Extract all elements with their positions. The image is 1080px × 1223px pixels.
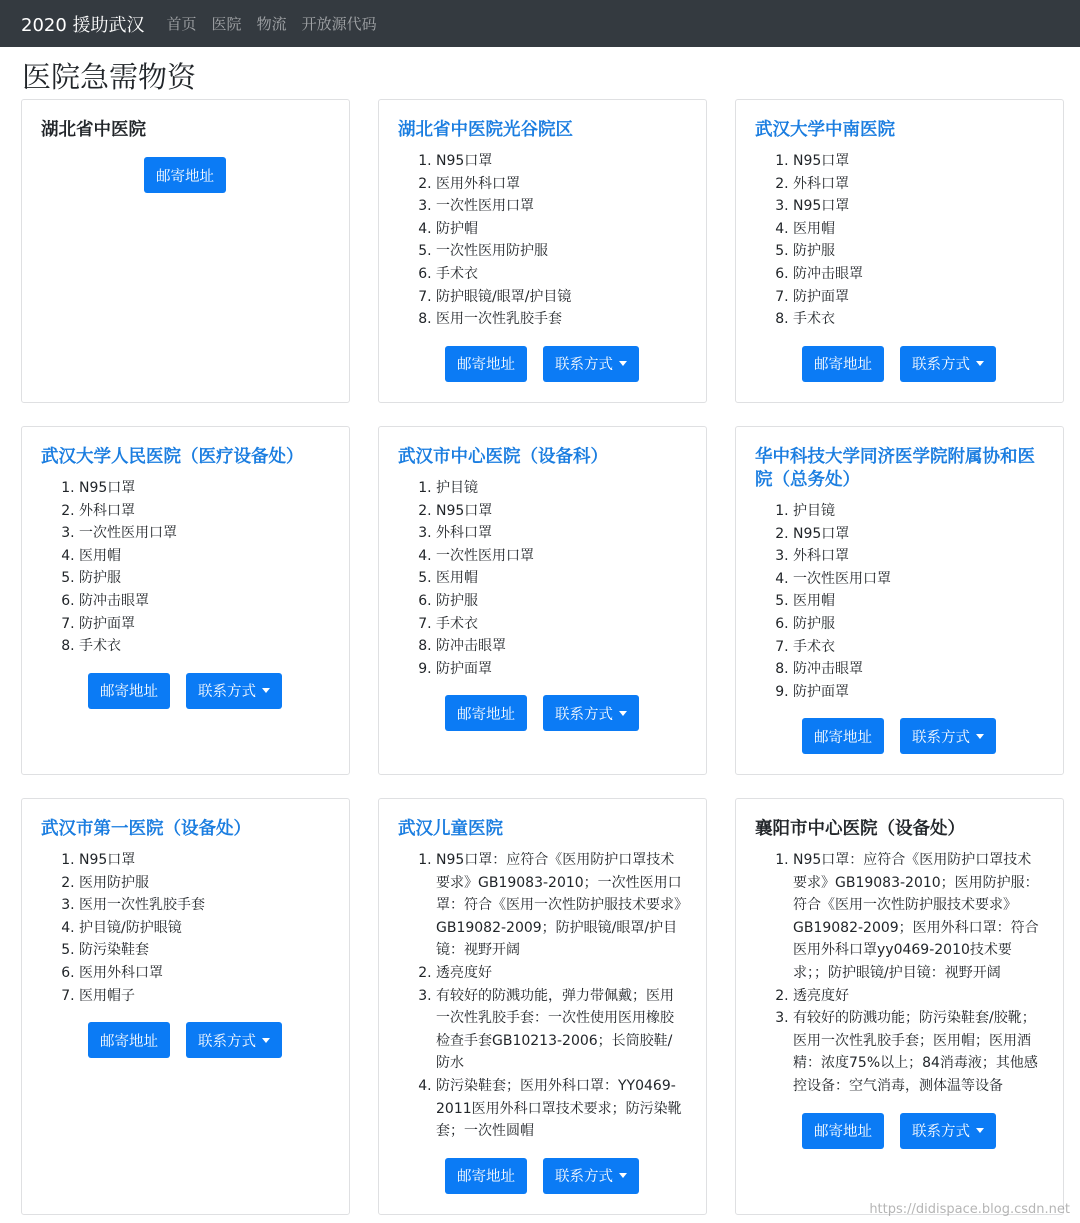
supply-item: 3. 医用一次性乳胶手套 (79, 894, 329, 917)
caret-down-icon (619, 711, 627, 716)
page-title: 医院急需物资 (22, 60, 197, 94)
hospital-title-link[interactable]: 武汉市第一医院（设备处） (41, 819, 251, 839)
hospital-title-link[interactable]: 武汉大学人民医院（医疗设备处） (41, 447, 304, 467)
mail-address-button[interactable] (802, 1113, 884, 1149)
mail-address-label: 邮寄地址 (156, 168, 214, 185)
mail-address-label: 邮寄地址 (814, 729, 872, 746)
nav-link-logistics[interactable]: 物流 (256, 15, 287, 33)
mail-address-label: 邮寄地址 (457, 706, 515, 723)
mail-address-label: 邮寄地址 (814, 357, 872, 374)
nav-links (167, 13, 377, 34)
supply-item: 3. 一次性医用口罩 (436, 195, 686, 218)
nav-link-home[interactable]: 首页 (166, 15, 197, 33)
supply-item: 2. 医用外科口罩 (436, 173, 686, 196)
supply-item: 5. 防护服 (79, 567, 329, 590)
watermark: https://didispace.blog.csdn.net (869, 1202, 1070, 1217)
caret-down-icon (976, 361, 984, 366)
supply-list (60, 849, 329, 1007)
mail-address-button[interactable] (802, 718, 884, 754)
supply-item: 4. 防污染鞋套；医用外科口罩：YY0469-2011医用外科口罩技术要求；防污染靴套；一次性圆帽 (436, 1075, 686, 1143)
supply-item: 8. 手术衣 (793, 308, 1043, 331)
supply-item: 4. 医用帽 (793, 218, 1043, 241)
supply-item: 1. N95口罩：应符合《医用防护口罩技术要求》GB19083-2010；一次性医用口罩：符合《医用一次性防护服技术要求》GB19082-2009；防护眼镜/眼罩/护目镜：视野开阔 (436, 849, 686, 962)
supply-item: 1. N95口罩 (79, 849, 329, 872)
supply-item: 7. 手术衣 (793, 636, 1043, 659)
hospital-title-link[interactable]: 武汉儿童医院 (398, 819, 503, 839)
top-navbar (0, 0, 1080, 47)
brand-title[interactable]: 2020 援助武汉 (21, 14, 145, 36)
mail-address-button[interactable] (445, 346, 527, 382)
contact-dropdown-button[interactable] (186, 673, 282, 709)
hospital-card (378, 426, 707, 775)
nav-link-source-code[interactable]: 开放源代码 (301, 15, 377, 33)
hospital-card (735, 426, 1064, 775)
caret-down-icon (262, 1038, 270, 1043)
hospital-title-link[interactable]: 武汉市中心医院（设备科） (398, 447, 608, 467)
mail-address-button[interactable] (144, 157, 226, 193)
supply-item: 5. 一次性医用防护服 (436, 240, 686, 263)
supply-list (60, 477, 329, 658)
contact-label: 联系方式 (912, 357, 970, 374)
hospital-title-link[interactable]: 华中科技大学同济医学院附属协和医院（总务处） (755, 447, 1035, 490)
supply-item: 6. 防冲击眼罩 (79, 590, 329, 613)
supply-item: 1. 护目镜 (793, 500, 1043, 523)
supply-item: 8. 防冲击眼罩 (436, 635, 686, 658)
caret-down-icon (619, 1173, 627, 1178)
contact-dropdown-button[interactable] (900, 346, 996, 382)
contact-label: 联系方式 (198, 684, 256, 701)
supply-item: 6. 医用外科口罩 (79, 962, 329, 985)
supply-item: 1. N95口罩：应符合《医用防护口罩技术要求》GB19083-2010；医用防护服：符合《医用一次性防护服技术要求》GB19082-2009；医用外科口罩：符合医用外科口罩yy0469-2010技术要求；；防护眼镜/护目镜：视野开阔 (793, 849, 1043, 985)
supply-item: 6. 防冲击眼罩 (793, 263, 1043, 286)
supply-item: 7. 防护眼镜/眼罩/护目镜 (436, 286, 686, 309)
supply-item: 2. 透亮度好 (793, 985, 1043, 1008)
supply-item: 3. 外科口罩 (436, 522, 686, 545)
supply-list (417, 477, 686, 680)
caret-down-icon (262, 688, 270, 693)
supply-item: 7. 医用帽子 (79, 985, 329, 1008)
supply-item: 3. 有较好的防溅功能；防污染鞋套/胶靴；医用一次性乳胶手套；医用帽；医用酒精：浓度75%以上；84消毒液；其他感控设备：空气消毒，测体温等设备 (793, 1007, 1043, 1097)
supply-item: 5. 医用帽 (436, 567, 686, 590)
supply-item: 4. 一次性医用口罩 (436, 545, 686, 568)
supply-item: 2. 透亮度好 (436, 962, 686, 985)
supply-item: 5. 防污染鞋套 (79, 939, 329, 962)
supply-item: 3. N95口罩 (793, 195, 1043, 218)
hospital-card (21, 426, 350, 775)
supply-item: 1. N95口罩 (79, 477, 329, 500)
supply-item: 3. 有较好的防溅功能，弹力带佩戴；医用一次性乳胶手套：一次性使用医用橡胶检查手套GB10213-2006；长筒胶鞋/防水 (436, 985, 686, 1075)
supply-item: 7. 手术衣 (436, 613, 686, 636)
supply-list (774, 150, 1043, 331)
contact-dropdown-button[interactable] (543, 695, 639, 731)
supply-item: 7. 防护面罩 (79, 613, 329, 636)
supply-list (774, 500, 1043, 703)
contact-dropdown-button[interactable] (900, 1113, 996, 1149)
supply-list (774, 849, 1043, 1098)
supply-item: 6. 手术衣 (436, 263, 686, 286)
hospital-card (21, 798, 350, 1215)
hospital-title-link[interactable]: 武汉大学中南医院 (755, 120, 895, 140)
mail-address-button[interactable] (88, 1022, 170, 1058)
supply-item: 4. 医用帽 (79, 545, 329, 568)
mail-address-label: 邮寄地址 (100, 684, 158, 701)
contact-label: 联系方式 (555, 1169, 613, 1186)
nav-link-hospitals[interactable]: 医院 (211, 15, 242, 33)
supply-item: 2. 外科口罩 (79, 500, 329, 523)
mail-address-label: 邮寄地址 (100, 1033, 158, 1050)
hospital-card (378, 798, 707, 1215)
supply-item: 4. 护目镜/防护眼镜 (79, 917, 329, 940)
supply-item: 8. 防冲击眼罩 (793, 658, 1043, 681)
supply-item: 1. 护目镜 (436, 477, 686, 500)
supply-list (417, 150, 686, 331)
supply-item: 2. 医用防护服 (79, 872, 329, 895)
supply-item: 2. N95口罩 (793, 523, 1043, 546)
mail-address-label: 邮寄地址 (457, 1169, 515, 1186)
supply-item: 8. 医用一次性乳胶手套 (436, 308, 686, 331)
caret-down-icon (619, 361, 627, 366)
hospital-card (21, 99, 350, 403)
contact-label: 联系方式 (912, 1124, 970, 1141)
hospital-title: 襄阳市中心医院（设备处） (755, 819, 965, 839)
mail-address-button[interactable] (445, 695, 527, 731)
supply-item: 1. N95口罩 (793, 150, 1043, 173)
hospital-card (735, 99, 1064, 403)
supply-item: 8. 手术衣 (79, 635, 329, 658)
supply-item: 6. 防护服 (436, 590, 686, 613)
contact-dropdown-button[interactable] (900, 718, 996, 754)
hospital-card (735, 798, 1064, 1215)
supply-item: 9. 防护面罩 (436, 658, 686, 681)
mail-address-label: 邮寄地址 (814, 1124, 872, 1141)
mail-address-button[interactable] (802, 346, 884, 382)
contact-label: 联系方式 (555, 357, 613, 374)
supply-item: 9. 防护面罩 (793, 681, 1043, 704)
mail-address-label: 邮寄地址 (457, 357, 515, 374)
supply-item: 2. 外科口罩 (793, 173, 1043, 196)
contact-label: 联系方式 (555, 706, 613, 723)
supply-item: 4. 一次性医用口罩 (793, 568, 1043, 591)
hospital-title: 湖北省中医院 (41, 120, 146, 140)
supply-item: 3. 外科口罩 (793, 545, 1043, 568)
hospital-title-link[interactable]: 湖北省中医院光谷院区 (398, 120, 573, 140)
supply-item: 6. 防护服 (793, 613, 1043, 636)
contact-dropdown-button[interactable] (543, 1158, 639, 1194)
mail-address-button[interactable] (445, 1158, 527, 1194)
contact-dropdown-button[interactable] (543, 346, 639, 382)
contact-label: 联系方式 (198, 1033, 256, 1050)
supply-item: 2. N95口罩 (436, 500, 686, 523)
contact-label: 联系方式 (912, 729, 970, 746)
supply-item: 3. 一次性医用口罩 (79, 522, 329, 545)
hospital-card (378, 99, 707, 403)
mail-address-button[interactable] (88, 673, 170, 709)
supply-item: 5. 医用帽 (793, 590, 1043, 613)
supply-item: 4. 防护帽 (436, 218, 686, 241)
supply-item: 5. 防护服 (793, 240, 1043, 263)
supply-item: 7. 防护面罩 (793, 286, 1043, 309)
supply-list (417, 849, 686, 1143)
supply-item: 1. N95口罩 (436, 150, 686, 173)
caret-down-icon (976, 734, 984, 739)
contact-dropdown-button[interactable] (186, 1022, 282, 1058)
caret-down-icon (976, 1128, 984, 1133)
